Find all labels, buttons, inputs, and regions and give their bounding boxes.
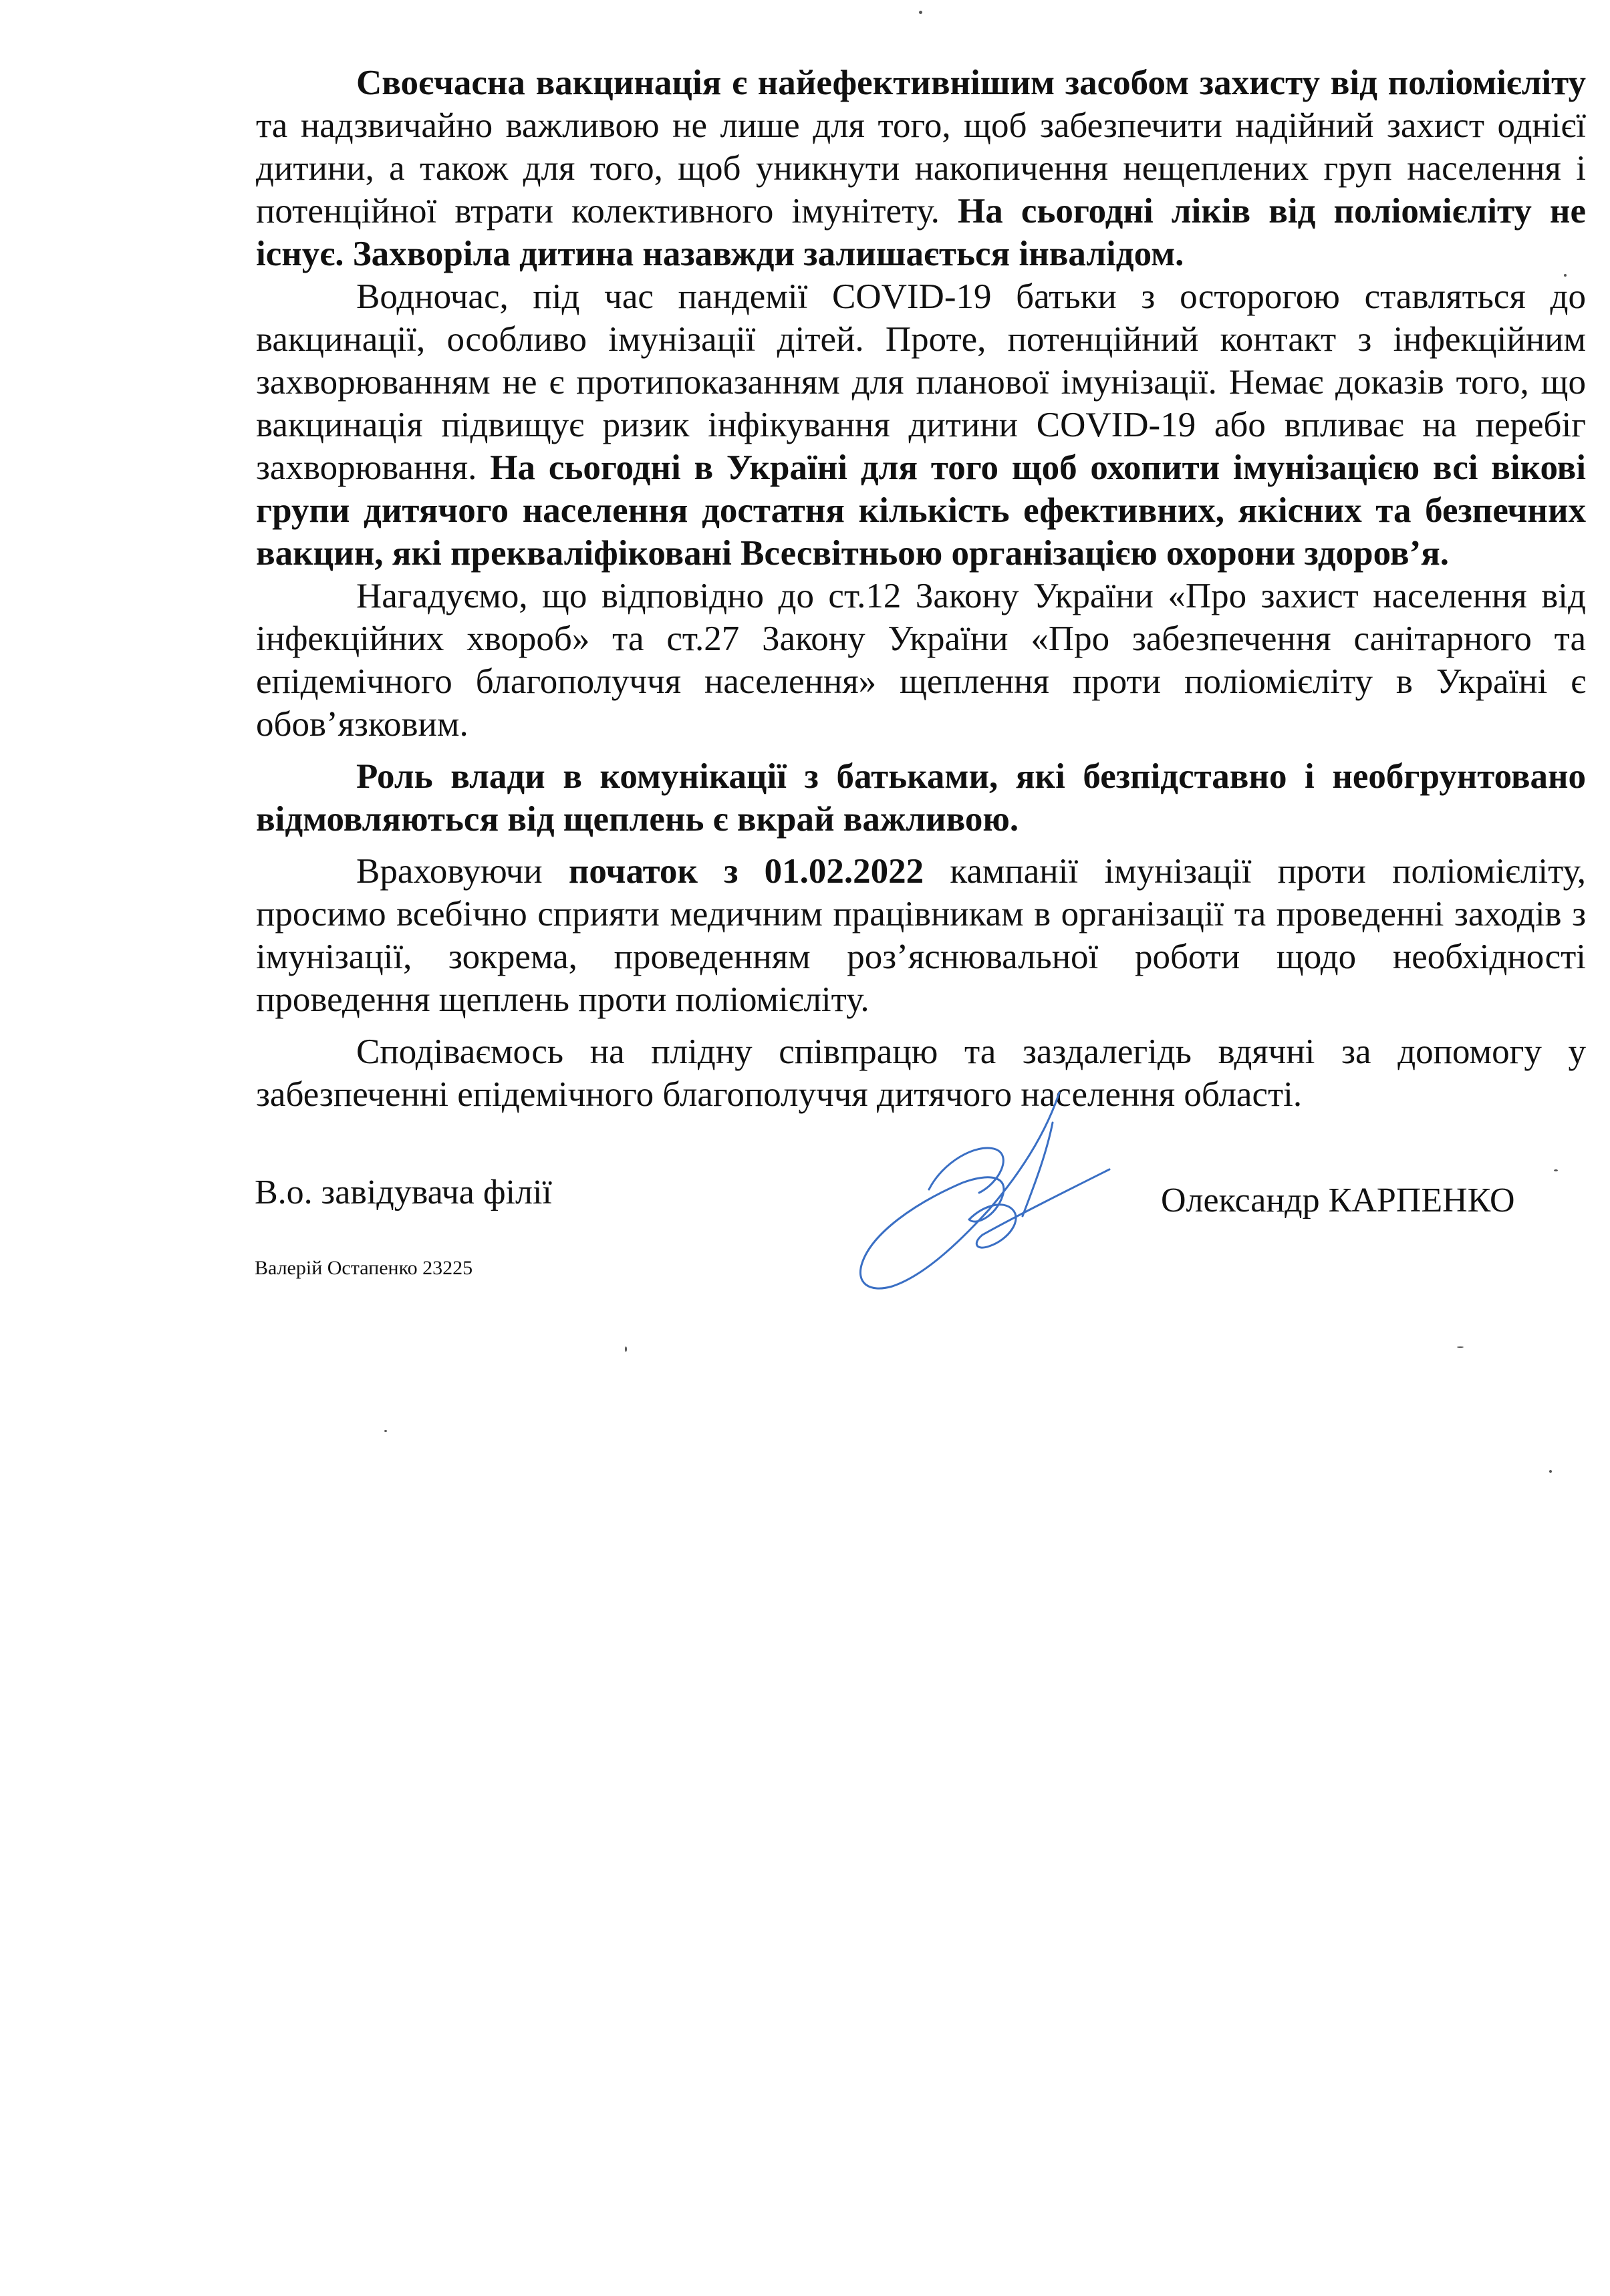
handwritten-signature: [829, 1083, 1136, 1323]
paragraph-authority-role: [256, 755, 1586, 841]
paragraph-covid: [256, 275, 1586, 575]
scan-speck: [1554, 1169, 1558, 1171]
bold-phrase: На сьогодні ліків від поліомієліту не існує. Захворіла дитина назавжди залишається інвалідом.: [256, 192, 1586, 273]
bold-phrase: Своєчасна вакцинація є найефективнішим засобом захисту від поліомієліту: [356, 63, 1586, 102]
text-run: кампанії імунізації проти поліомієліту, просимо всебічно сприяти медичним працівникам в організації та проведенні заходів з імунізації, зокрема, проведенням роз’яснювальної роботи щодо необхідності проведення щеплень проти поліомієліту.: [256, 852, 1587, 1019]
executor-contact: Валерій Остапенко 23225: [255, 1257, 473, 1279]
letter-body: [256, 61, 1586, 1116]
scan-speck: [1457, 1346, 1464, 1348]
text-run: та надзвичайно важливою не лише для того, щоб забезпечити надійний захист однієї дитини, а також для того, щоб уникнути накопичення нещеплених груп населення і потенційної втрати колективного імунітету.: [256, 106, 1586, 231]
scan-speck: [1549, 1470, 1552, 1473]
scan-speck: [625, 1346, 627, 1352]
bold-phrase: На сьогодні в Україні для того щоб охопити імунізацією всі вікові групи дитячого населення достатня кількість ефективних, якісних та безпечних вакцин, які преквалiфiкованi Всесвітньою організацією охорони здоров’я.: [256, 448, 1586, 573]
bold-phrase: Роль влади в комунікації з батьками, які безпідставно і необгрунтовано відмовляються від щеплень є вкрай важливою.: [256, 757, 1586, 839]
paragraph-law: [256, 575, 1586, 746]
bold-phrase: початок з 01.02.2022: [568, 852, 924, 891]
paragraph-vaccination-importance: [256, 61, 1586, 275]
signatory-name: Олександр КАРПЕНКО: [1161, 1181, 1515, 1219]
scan-speck: [919, 11, 922, 14]
text-run: Сподіваємось на плідну співпрацю та заздалегідь вдячні за допомогу у забезпеченні епідемічного благополуччя дитячого населення області.: [256, 1032, 1586, 1114]
paragraph-campaign: [256, 850, 1586, 1021]
scan-speck: [1564, 274, 1567, 277]
text-run: Водночас, під час пандемії COVID-19 батьки з осторогою ставляться до вакцинації, особливо імунізації дітей. Проте, потенційний контакт з інфекційним захворюванням не є протипоказанням для планової імунізації. Немає доказів того, що вакцинація підвищує ризик інфікування дитини COVID-19 або впливає на перебіг захворювання.: [256, 277, 1586, 487]
text-run: Враховуючи: [356, 852, 569, 891]
scan-speck: [384, 1430, 387, 1432]
text-run: Нагадуємо, що відповідно до ст.12 Закону України «Про захист населення від інфекційних хвороб» та ст.27 Закону України «Про забезпечення санітарного та епідемічного благополуччя населення» щеплення проти поліомієліту в Україні є обов’язковим.: [256, 577, 1586, 744]
signatory-position: В.о. завідувача філії: [255, 1173, 552, 1211]
